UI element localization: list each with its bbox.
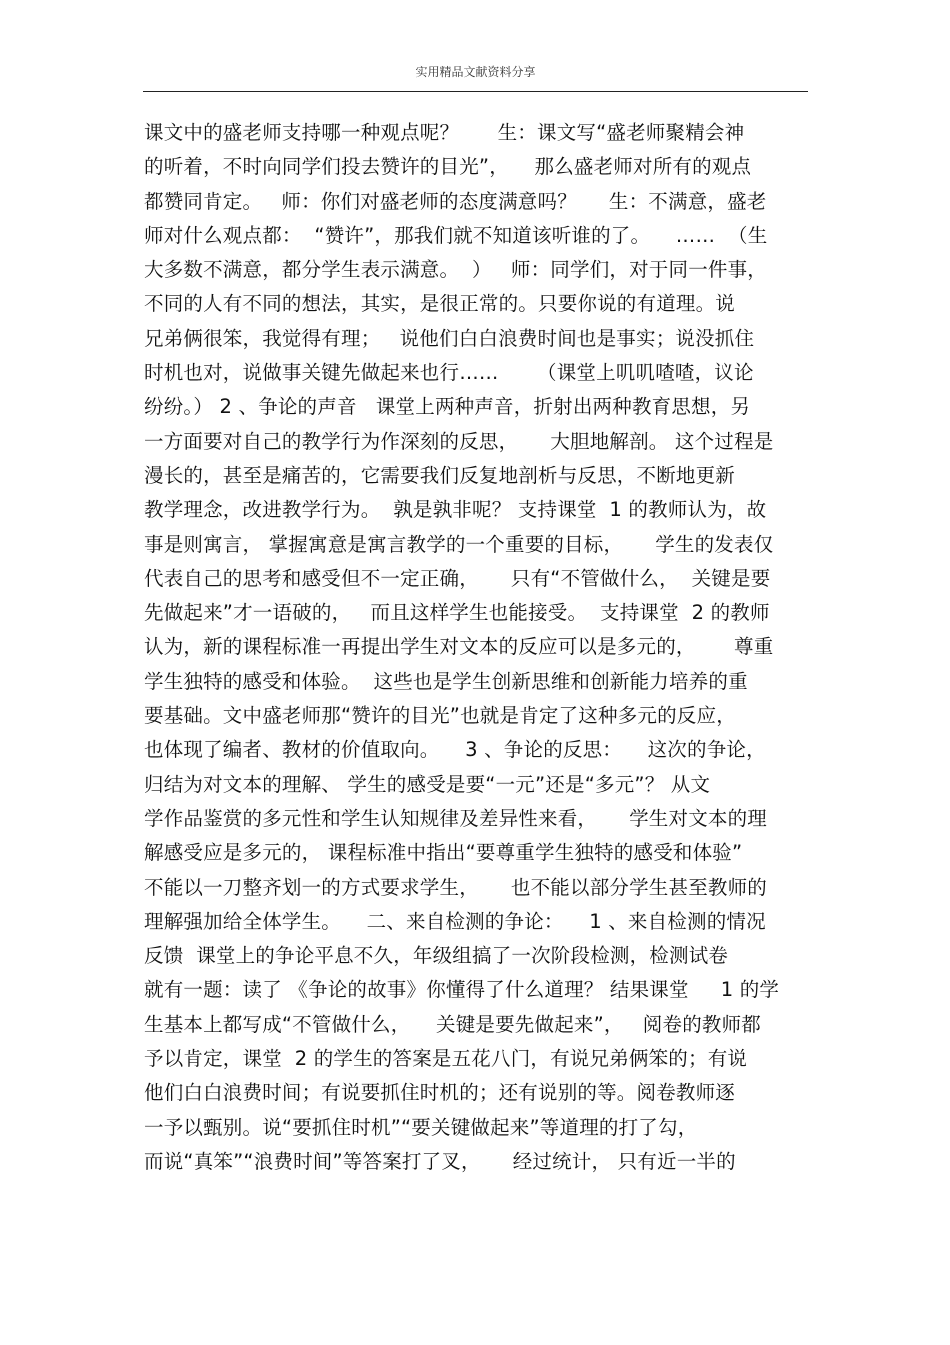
text-line: 理解强加给全体学生。 二、来自检测的争论： 1 、来自检测的情况 <box>144 909 766 933</box>
text-line: 学生独特的感受和体验。 这些也是学生创新思维和创新能力培养的重 <box>144 669 748 693</box>
text-line: 认为，新的课程标准一再提出学生对文本的反应可以是多元的， 尊重 <box>144 635 774 659</box>
text-line: 他们白白浪费时间；有说要抓住时机的；还有说别的等。阅卷教师逐 <box>144 1081 736 1105</box>
text-line: 课文中的盛老师支持哪一种观点呢？ 生：课文写“盛老师聚精会神 <box>144 121 745 144</box>
text-line: 不能以一刀整齐划一的方式要求学生， 也不能以部分学生甚至教师的 <box>144 875 767 899</box>
header-divider <box>143 91 808 92</box>
text-line: 生基本上都写成“不管做什么， 关键是要先做起来”， 阅卷的教师都 <box>144 1012 761 1036</box>
text-line: 而说“真笨”“浪费时间”等答案打了叉， 经过统计， 只有近一半的 <box>144 1149 736 1173</box>
text-line: 一方面要对自己的教学行为作深刻的反思， 大胆地解剖。 这个过程是 <box>144 429 774 453</box>
text-line: 代表自己的思考和感受但不一定正确， 只有“不管做什么， 关键是要 <box>144 566 771 590</box>
page-header: 实用精品文献资料分享 <box>415 65 536 79</box>
text-line: 学作品鉴赏的多元性和学生认知规律及差异性来看， 学生对文本的理 <box>144 806 767 830</box>
text-line: 教学理念，改进教学行为。 孰是孰非呢？ 支持课堂 1 的教师认为，故 <box>144 498 767 522</box>
text-line: 大多数不满意，都分学生表示满意。 ） 师：同学们，对于同一件事， <box>144 258 767 282</box>
text-line: 时机也对，说做事关键先做起来也行…… （课堂上叽叽喳喳，议论 <box>144 361 754 385</box>
text-line: 事是则寓言， 掌握寓意是寓言教学的一个重要的目标， 学生的发表仅 <box>144 532 774 556</box>
text-line: 解感受应是多元的， 课程标准中指出“要尊重学生独特的感受和体验” <box>144 841 743 865</box>
body-text <box>144 116 814 1179</box>
text-line: 兄弟俩很笨，我觉得有理； 说他们白白浪费时间也是事实；说没抓住 <box>144 326 755 350</box>
text-line: 要基础。文中盛老师那“赞许的目光”也就是肯定了这种多元的反应， <box>144 704 736 728</box>
text-line: 就有一题：读了 《争论的故事》你懂得了什么道理？ 结果课堂 1 的学 <box>144 978 780 1002</box>
text-line: 一予以甄别。说“要抓住时机”“要关键做起来”等道理的打了勾， <box>144 1115 698 1139</box>
text-line: 也体现了编者、教材的价值取向。 3 、争论的反思： 这次的争论， <box>144 738 766 762</box>
text-line: 归结为对文本的理解、 学生的感受是要“一元”还是“多元”？ 从文 <box>144 772 711 796</box>
text-line: 予以肯定，课堂 2 的学生的答案是五花八门，有说兄弟俩笨的；有说 <box>144 1047 748 1071</box>
text-line: 先做起来”才一语破的， 而且这样学生也能接受。 支持课堂 2 的教师 <box>144 601 770 625</box>
text-line: 不同的人有不同的想法，其实，是很正常的。只要你说的有道理。说 <box>144 292 736 316</box>
text-line: 都赞同肯定。 师：你们对盛老师的态度满意吗？ 生：不满意，盛老 <box>144 189 767 213</box>
text-line: 师对什么观点都： “赞许”，那我们就不知道该听谁的了。 …… （生 <box>144 223 768 247</box>
text-line: 漫长的，甚至是痛苦的，它需要我们反复地剖析与反思，不断地更新 <box>144 463 736 487</box>
text-line: 纷纷。） 2 、争论的声音 课堂上两种声音，折射出两种教育思想，另 <box>144 395 751 419</box>
text-line: 的听着，不时向同学们投去赞许的目光”， 那么盛老师对所有的观点 <box>144 155 752 179</box>
text-line: 反馈 课堂上的争论平息不久，年级组搞了一次阶段检测，检测试卷 <box>144 944 729 968</box>
